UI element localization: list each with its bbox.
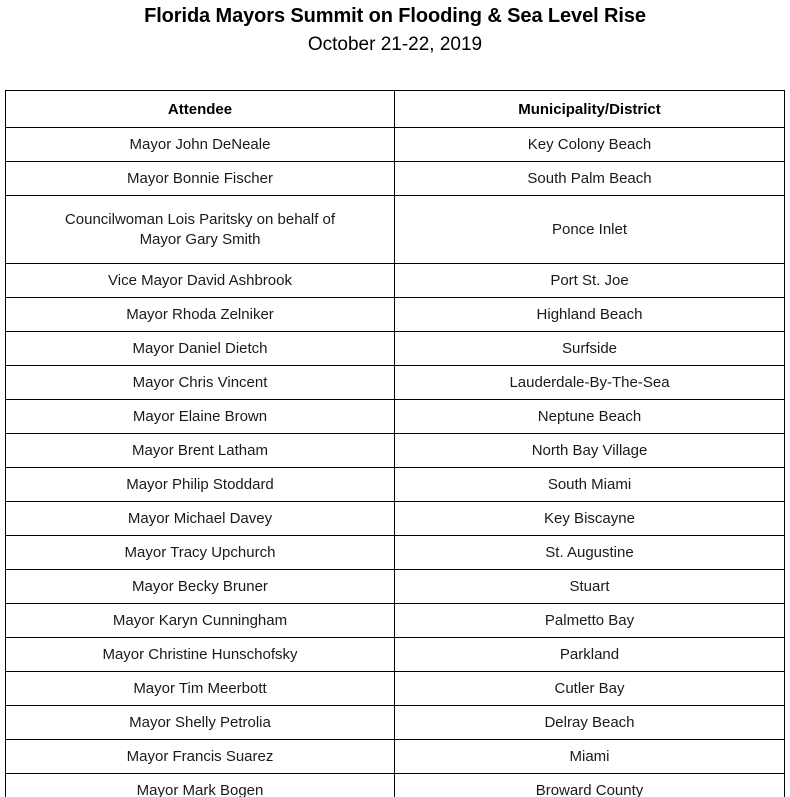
table-row: [6, 366, 785, 400]
cell-attendee: Mayor Philip Stoddard: [6, 468, 395, 502]
cell-attendee: Mayor Christine Hunschofsky: [6, 638, 395, 672]
table-header: [6, 91, 785, 128]
table-row: [6, 672, 785, 706]
cell-municipality: Miami: [395, 740, 785, 774]
cell-municipality: Palmetto Bay: [395, 604, 785, 638]
cell-attendee: Mayor Francis Suarez: [6, 740, 395, 774]
cell-municipality: South Palm Beach: [395, 162, 785, 196]
cell-attendee: [6, 196, 395, 264]
table-row: [6, 604, 785, 638]
cell-municipality: Lauderdale-By-The-Sea: [395, 366, 785, 400]
cell-municipality: Key Colony Beach: [395, 128, 785, 162]
cell-municipality: Ponce Inlet: [395, 196, 785, 264]
table-row: [6, 400, 785, 434]
column-header-municipality: Municipality/District: [395, 91, 785, 128]
table-row: [6, 774, 785, 797]
cell-municipality: Parkland: [395, 638, 785, 672]
cell-attendee: Mayor Chris Vincent: [6, 366, 395, 400]
attendee-table: [5, 90, 785, 797]
cell-attendee: Mayor Michael Davey: [6, 502, 395, 536]
cell-attendee: Mayor Tim Meerbott: [6, 672, 395, 706]
table-row: [6, 740, 785, 774]
cell-attendee: Vice Mayor David Ashbrook: [6, 264, 395, 298]
cell-municipality: South Miami: [395, 468, 785, 502]
table-row: [6, 570, 785, 604]
column-header-attendee: Attendee: [6, 91, 395, 128]
cell-attendee-line-1: Councilwoman Lois Paritsky on behalf of: [64, 210, 336, 228]
cell-attendee: Mayor Tracy Upchurch: [6, 536, 395, 570]
table-row: [6, 502, 785, 536]
cell-attendee: Mayor Mark Bogen: [6, 774, 395, 797]
table-row: [6, 264, 785, 298]
page-title: Florida Mayors Summit on Flooding & Sea Level Rise: [144, 5, 646, 27]
cell-municipality: Highland Beach: [395, 298, 785, 332]
table-body: [6, 128, 785, 797]
cell-municipality: Stuart: [395, 570, 785, 604]
cell-municipality: Surfside: [395, 332, 785, 366]
attendee-table-container: [5, 90, 784, 797]
cell-attendee: Mayor Becky Bruner: [6, 570, 395, 604]
cell-municipality: North Bay Village: [395, 434, 785, 468]
table-row: [6, 468, 785, 502]
table-row: [6, 332, 785, 366]
cell-attendee: Mayor Elaine Brown: [6, 400, 395, 434]
cell-municipality: Key Biscayne: [395, 502, 785, 536]
cell-attendee: Mayor Karyn Cunningham: [6, 604, 395, 638]
table-row: [6, 298, 785, 332]
cell-municipality: Port St. Joe: [395, 264, 785, 298]
cell-municipality: Delray Beach: [395, 706, 785, 740]
table-row: [6, 434, 785, 468]
table-header-row: [6, 91, 785, 128]
table-row: [6, 536, 785, 570]
cell-attendee: Mayor Daniel Dietch: [6, 332, 395, 366]
table-row: [6, 162, 785, 196]
table-row: [6, 706, 785, 740]
cell-attendee: Mayor Shelly Petrolia: [6, 706, 395, 740]
cell-municipality: Broward County: [395, 774, 785, 797]
table-row: [6, 128, 785, 162]
table-row: [6, 196, 785, 264]
cell-attendee-line-2: Mayor Gary Smith: [139, 230, 261, 248]
cell-municipality: St. Augustine: [395, 536, 785, 570]
cell-attendee: Mayor John DeNeale: [6, 128, 395, 162]
cell-municipality: Cutler Bay: [395, 672, 785, 706]
cell-attendee: Mayor Brent Latham: [6, 434, 395, 468]
cell-attendee: Mayor Bonnie Fischer: [6, 162, 395, 196]
cell-municipality: Neptune Beach: [395, 400, 785, 434]
page-subtitle: October 21-22, 2019: [307, 34, 483, 55]
cell-attendee: Mayor Rhoda Zelniker: [6, 298, 395, 332]
table-row: [6, 638, 785, 672]
document-heading: [0, 0, 790, 57]
